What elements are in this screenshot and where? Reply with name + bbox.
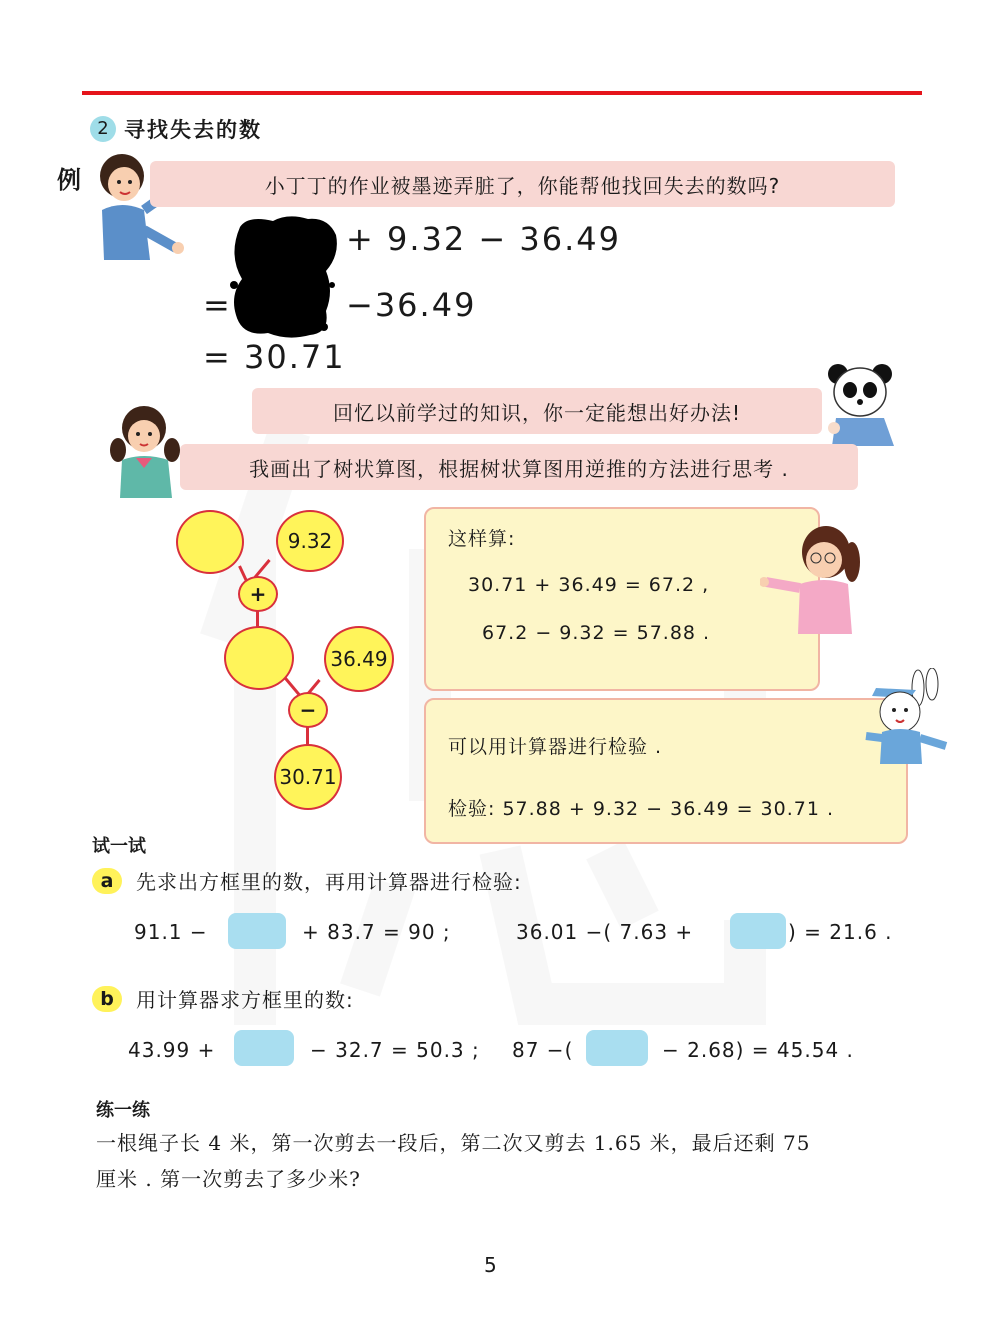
check-box (424, 698, 908, 844)
example-question-banner (150, 161, 895, 207)
calculation-line-2: 67.2 − 9.32 = 57.88 . (482, 622, 711, 644)
tree-unknown-top (176, 510, 244, 574)
equation-line-2: −36.49 (346, 286, 477, 324)
ink-blot (228, 215, 340, 343)
tree-op-plus: + (238, 576, 278, 612)
girl-with-glasses-illustration (760, 522, 870, 634)
equation-line-1: + 9.32 − 36.49 (346, 220, 621, 258)
a2-left: 36.01 −( 7.63 + (516, 920, 694, 944)
practice-line-2: 厘米 . 第一次剪去了多少米? (96, 1167, 361, 1191)
part-a-badge: a (92, 868, 122, 894)
section-number-badge: 2 (90, 116, 116, 142)
header-rule (82, 91, 922, 95)
b2-answer-box[interactable] (586, 1030, 648, 1066)
tree-value-top-right: 9.32 (276, 510, 344, 572)
a1-answer-box[interactable] (228, 913, 286, 949)
try-heading: 试一试 (92, 836, 146, 857)
part-b-badge: b (92, 986, 122, 1012)
b2-right: − 2.68) = 45.54 . (662, 1038, 854, 1062)
panda-hint-banner (252, 388, 822, 434)
girl-hint-text: 我画出了树状算图，根据树状算图用逆推的方法进行思考 . (249, 456, 789, 481)
a2-answer-box[interactable] (730, 913, 786, 949)
tree-value-mid-right: 36.49 (324, 626, 394, 692)
calculation-title: 这样算: (448, 528, 516, 550)
check-line-2: 检验: 57.88 + 9.32 − 36.49 = 30.71 . (448, 798, 835, 820)
b1-right: − 32.7 = 50.3 ; (310, 1038, 480, 1062)
rabbit-illustration (862, 668, 954, 764)
girl-hint-banner (180, 444, 858, 490)
example-label: 例 (57, 166, 81, 194)
panda-hint-text: 回忆以前学过的知识，你一定能想出好办法! (332, 400, 742, 425)
tree-result: 30.71 (274, 744, 342, 810)
section-title: 寻找失去的数 (124, 118, 262, 142)
a2-right: ) = 21.6 . (788, 920, 893, 944)
a1-right: + 83.7 = 90 ; (302, 920, 451, 944)
equation-line-2-equals: = (203, 286, 232, 324)
part-b-instruction: 用计算器求方框里的数: (136, 988, 354, 1012)
practice-line-1: 一根绳子长 4 米，第一次剪去一段后，第二次又剪去 1.65 米，最后还剩 75 (96, 1131, 811, 1155)
equation-line-3: = 30.71 (203, 338, 346, 376)
page-number: 5 (484, 1253, 497, 1277)
a1-left: 91.1 − (134, 920, 208, 944)
b2-left: 87 −( (512, 1038, 574, 1062)
part-a-instruction: 先求出方框里的数，再用计算器进行检验: (136, 870, 522, 894)
calculation-line-1: 30.71 + 36.49 = 67.2 , (468, 574, 710, 596)
example-question-text: 小丁丁的作业被墨迹弄脏了，你能帮他找回失去的数吗? (264, 173, 781, 198)
tree-op-minus: − (288, 692, 328, 728)
practice-heading: 练一练 (96, 1100, 150, 1121)
tree-unknown-middle (224, 626, 294, 690)
b1-answer-box[interactable] (234, 1030, 294, 1066)
check-line-1: 可以用计算器进行检验 . (448, 736, 663, 758)
panda-illustration (822, 362, 902, 446)
girl-illustration (106, 402, 190, 498)
b1-left: 43.99 + (128, 1038, 216, 1062)
